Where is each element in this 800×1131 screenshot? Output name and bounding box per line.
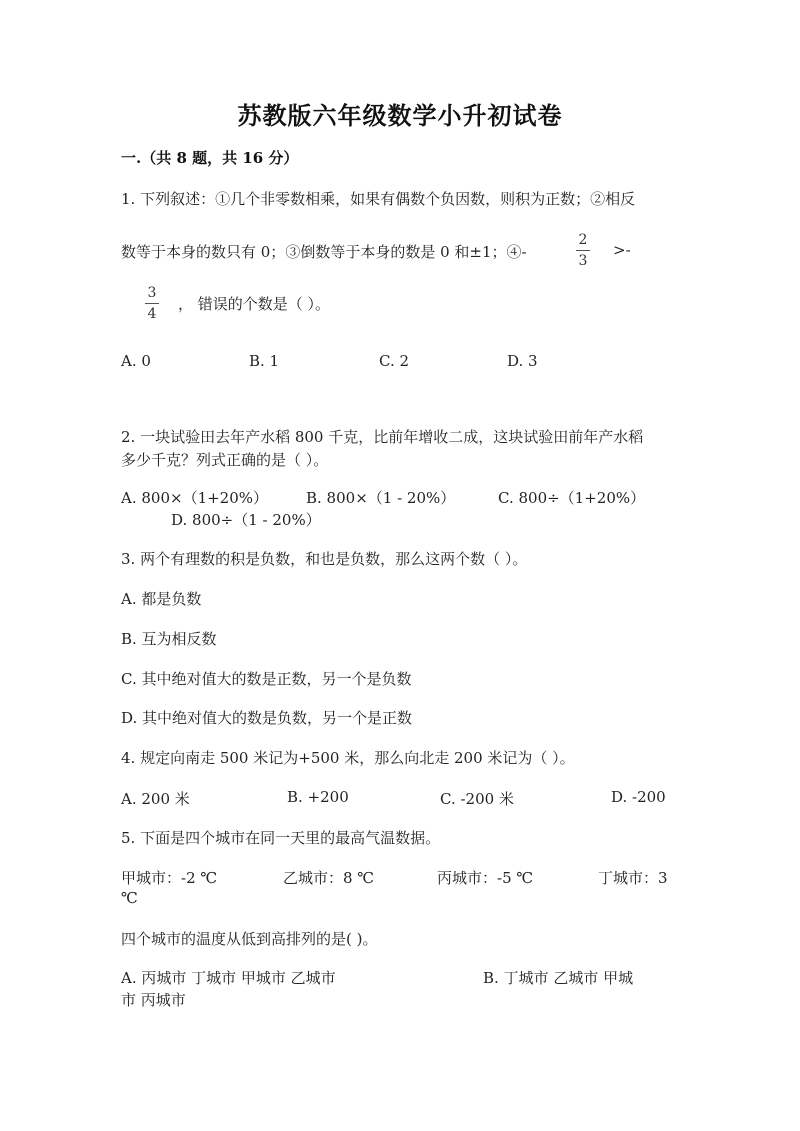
q3-option-d: D. 其中绝对值大的数是负数，另一个是正数 xyxy=(121,709,413,727)
q2-option-b: B. 800×（1 - 20%） xyxy=(306,489,456,507)
q1-line1: 1. 下列叙述：①几个非零数相乘，如果有偶数个负因数，则积为正数；②相反 xyxy=(121,190,636,208)
q1-line2: 数等于本身的数只有 0；③倒数等于本身的数是 0 和±1；④- xyxy=(121,243,527,261)
q1-fraction-2-numerator: 3 xyxy=(147,285,157,301)
q1-option-b: B. 1 xyxy=(249,352,280,370)
q4-option-c: C. -200 米 xyxy=(440,790,514,808)
q3-option-b: B. 互为相反数 xyxy=(121,630,217,648)
q1-fraction-2-bar xyxy=(145,303,159,304)
q3-option-c: C. 其中绝对值大的数是正数，另一个是负数 xyxy=(121,670,412,688)
q5-city-yi: 乙城市：8 ℃ xyxy=(283,869,375,887)
q5-option-a: A. 丙城市 丁城市 甲城市 乙城市 xyxy=(121,969,336,987)
q4-line1: 4. 规定向南走 500 米记为+500 米，那么向北走 200 米记为（ ）。 xyxy=(121,749,575,767)
q5-city-ding: 丁城市：3 xyxy=(598,869,668,887)
q1-fraction-1-numerator: 2 xyxy=(578,232,588,248)
q2-option-d: D. 800÷（1 - 20%） xyxy=(171,511,321,529)
q2-option-c: C. 800÷（1+20%） xyxy=(498,489,646,507)
q1-line3: ， 错误的个数是（ ）。 xyxy=(178,295,331,313)
q1-fraction-2 xyxy=(145,285,159,322)
q4-option-a: A. 200 米 xyxy=(121,790,190,808)
section-heading: 一.（共 8 题，共 16 分） xyxy=(121,149,299,167)
q1-option-a: A. 0 xyxy=(121,352,151,370)
q5-option-b: B. 丁城市 乙城市 甲城 xyxy=(483,969,634,987)
q1-option-d: D. 3 xyxy=(507,352,538,370)
q2-line2: 多少千克？列式正确的是（ ）。 xyxy=(121,451,329,469)
q1-fraction-2-denominator: 4 xyxy=(147,306,157,322)
q4-option-d: D. -200 xyxy=(611,788,666,806)
q5-city-jia: 甲城市：-2 ℃ xyxy=(121,869,218,887)
page-title: 苏教版六年级数学小升初试卷 xyxy=(237,101,563,130)
q1-fraction-1-bar xyxy=(576,250,590,251)
q5-unit-wrap: ℃ xyxy=(121,889,138,907)
q1-fraction-1 xyxy=(576,232,590,269)
q3-option-a: A. 都是负数 xyxy=(121,590,202,608)
q1-option-c: C. 2 xyxy=(379,352,410,370)
q2-option-a: A. 800×（1+20%） xyxy=(121,489,269,507)
q5-option-b-wrap: 市 丙城市 xyxy=(121,991,186,1009)
q5-city-bing: 丙城市：-5 ℃ xyxy=(437,869,534,887)
q1-greater-than: >- xyxy=(613,241,631,259)
q5-line2: 四个城市的温度从低到高排列的是( )。 xyxy=(121,930,378,948)
q5-line1: 5. 下面是四个城市在同一天里的最高气温数据。 xyxy=(121,829,441,847)
q1-fraction-1-denominator: 3 xyxy=(578,253,588,269)
q3-line1: 3. 两个有理数的积是负数，和也是负数，那么这两个数（ ）。 xyxy=(121,550,528,568)
q2-line1: 2. 一块试验田去年产水稻 800 千克，比前年增收二成，这块试验田前年产水稻 xyxy=(121,428,644,446)
q4-option-b: B. +200 xyxy=(287,788,349,806)
